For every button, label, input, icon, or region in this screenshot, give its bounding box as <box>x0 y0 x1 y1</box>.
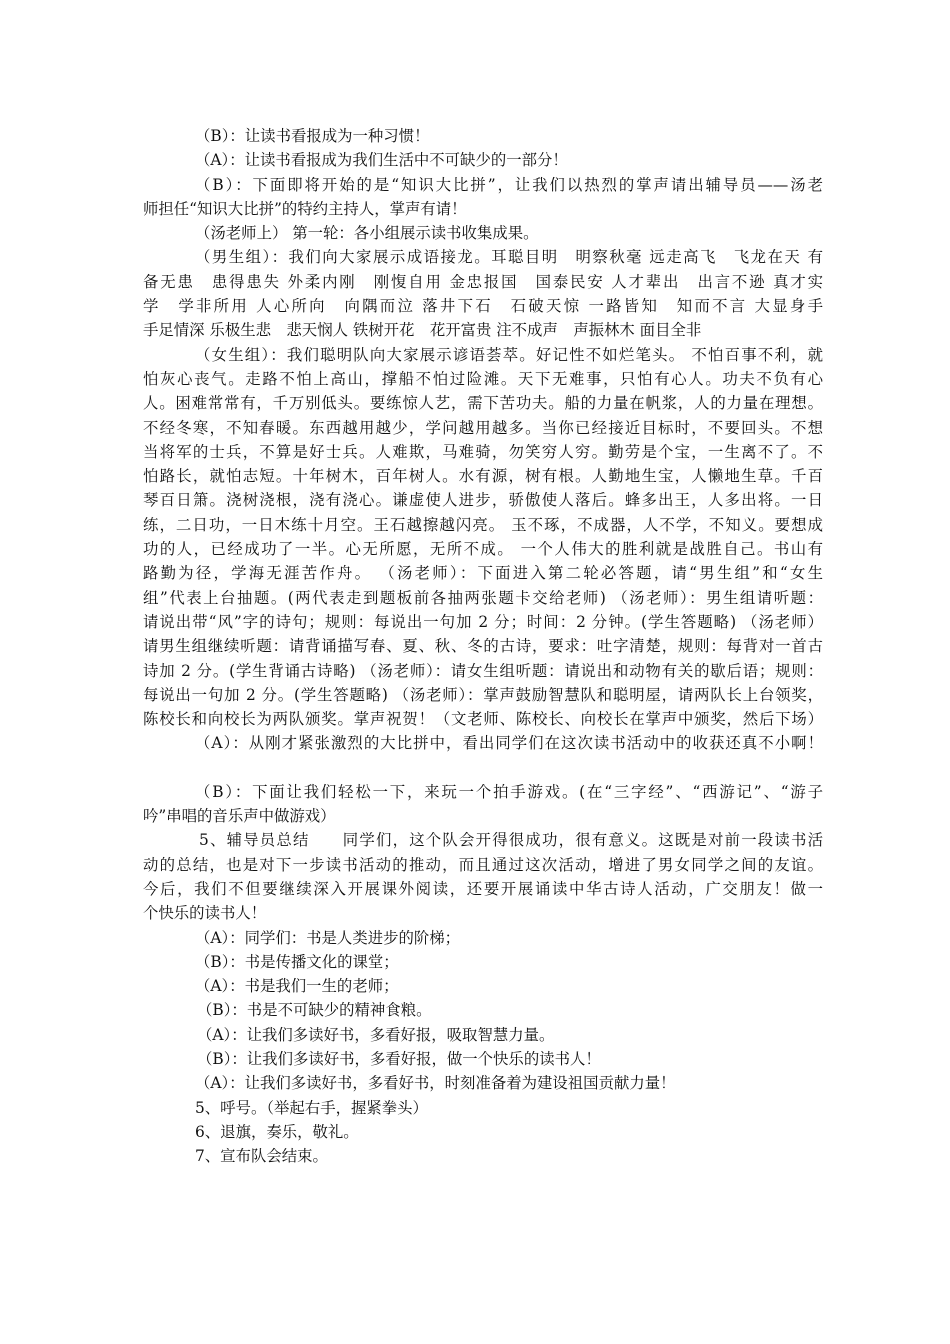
text-line: （A）：让读书看报成为我们生活中不可缺少的一部分！ <box>195 151 568 170</box>
text-line: （A）：同学们：书是人类进步的阶梯； <box>195 928 461 947</box>
text-line: 动的总结，也是对下一步读书活动的推动，而且通过这次活动，增进了男女同学之间的友谊。 <box>143 855 823 874</box>
text-line: （B）：下面即将开始的是“知识大比拼”，让我们以热烈的掌声请出辅导员——汤老 <box>195 175 823 194</box>
text-line: 请男生组继续听题：请背诵描写春、夏、秋、冬的古诗，要求：吐字清楚，规则：每背对一首古 <box>143 637 823 656</box>
text-line: 怕路长，就怕志短。十年树木，百年树人。水有源，树有根。人勤地生宝，人懒地生草。千百 <box>143 467 823 486</box>
text-line: （B）：书是传播文化的课堂； <box>195 952 399 971</box>
text-line: 当将军的士兵，不算是好士兵。人难欺，马难骑，勿笑穷人穷。勤劳是个宝，一生离不了。不 <box>143 442 823 461</box>
text-line: 今后，我们不但要继续深入开展课外阅读，还要开展诵读中华古诗人活动，广交朋友！做一 <box>143 879 823 898</box>
text-line: 怕灰心丧气。走路不怕上高山，撑船不怕过险滩。天下无难事，只怕有心人。功夫不负有心 <box>143 369 823 388</box>
text-line: （男生组）：我们向大家展示成语接龙。耳聪目明 明察秋毫 远走高飞 飞龙在天 有 <box>195 248 823 267</box>
text-line: 7、宣布队会结束。 <box>195 1147 328 1166</box>
text-line: （汤老师上） 第一轮：各小组展示读书收集成果。 <box>195 224 539 243</box>
text-line: 吟”串唱的音乐声中做游戏） <box>143 807 336 826</box>
text-line: 组”代表上台抽题。(两代表走到题板前各抽两张题卡交给老师) （汤老师）：男生组请听题： <box>143 588 823 607</box>
text-line: 陈校长和向校长为两队颁奖。掌声祝贺！（文老师、陈校长、向校长在掌声中颁奖，然后下场） <box>143 710 823 729</box>
document-page <box>143 124 823 1168</box>
text-line: 备无患 患得患失 外柔内刚 刚愎自用 金忠报国 国泰民安 人才辈出 出言不逊 真才实 <box>143 272 823 291</box>
text-line: 路勤为径，学海无涯苦作舟。 （汤老师）：下面进入第二轮必答题，请“男生组”和“女生 <box>143 564 823 583</box>
text-line: 5、辅导员总结 同学们，这个队会开得很成功，很有意义。这既是对前一段读书活 <box>199 831 823 850</box>
text-line: （A）：从刚才紧张激烈的大比拼中，看出同学们在这次读书活动中的收获还真不小啊！ <box>195 734 823 753</box>
text-line: （B）：让读书看报成为一种习惯！ <box>195 127 430 145</box>
text-line: 请说出带“风”字的诗句；规则：每说出一句加 2 分；时间：2 分钟。(学生答题略) （汤老师） <box>143 612 823 631</box>
text-line: 5、呼号。（举起右手，握紧拳头） <box>195 1098 428 1117</box>
text-line: 个快乐的读书人！ <box>143 904 267 923</box>
text-line: 功的人，已经成功了一半。心无所愿，无所不成。 一个人伟大的胜利就是战胜自己。书山有 <box>143 540 823 559</box>
text-line: 手足情深 乐极生悲 悲天悯人 铁树开花 花开富贵 注不成声 声振林木 面目全非 <box>143 321 702 340</box>
text-line: （女生组）：我们聪明队向大家展示谚语荟萃。好记性不如烂笔头。 不怕百事不利，就 <box>195 345 823 364</box>
text-line: （B）：下面让我们轻松一下，来玩一个拍手游戏。(在“三字经”、“西游记”、“游子 <box>195 782 823 801</box>
text-line: （B）：书是不可缺少的精神食粮。 <box>197 1001 432 1020</box>
text-line: （A）：让我们多读好书，多看好书，时刻准备着为建设祖国贡献力量！ <box>195 1074 676 1093</box>
text-line: 练，二日功，一日木练十月空。王石越擦越闪亮。 玉不琢，不成器，人不学，不知义。要想成 <box>143 515 823 534</box>
text-line: 6、退旗，奏乐，敬礼。 <box>195 1122 359 1141</box>
text-line: 琴百日箫。浇树浇根，浇有浇心。谦虚使人进步，骄傲使人落后。蜂多出王，人多出将。一日 <box>143 491 823 510</box>
text-line: 学 学非所用 人心所向 向隅而泣 落井下石 石破天惊 一路皆知 知而不言 大显身手 <box>143 297 823 316</box>
text-line: （B）：让我们多读好书，多看好报，做一个快乐的读书人！ <box>197 1049 601 1068</box>
text-line: 师担任“知识大比拼”的特约主持人，掌声有请！ <box>143 199 467 218</box>
text-line: 每说出一句加 2 分。(学生答题略) （汤老师）：掌声鼓励智慧队和聪明屋，请两队长上台领奖， <box>143 685 823 704</box>
text-line: （A）：让我们多读好书，多看好报，吸取智慧力量。 <box>197 1025 555 1044</box>
text-line: 不经冬寒，不知春暖。东西越用越少，学问越用越多。当你已经接近目标时，不要回头。不想 <box>143 418 823 437</box>
text-line: 诗加 2 分。(学生背诵古诗略) （汤老师）：请女生组听题：请说出和动物有关的歇后语；规则： <box>143 661 823 680</box>
text-line: 人。困难常常有，千万别低头。要练惊人艺，需下苦功夫。船的力量在帆浆，人的力量在理想。 <box>143 394 823 413</box>
blank-line <box>143 756 823 780</box>
text-line: （A）：书是我们一生的老师； <box>195 977 399 996</box>
